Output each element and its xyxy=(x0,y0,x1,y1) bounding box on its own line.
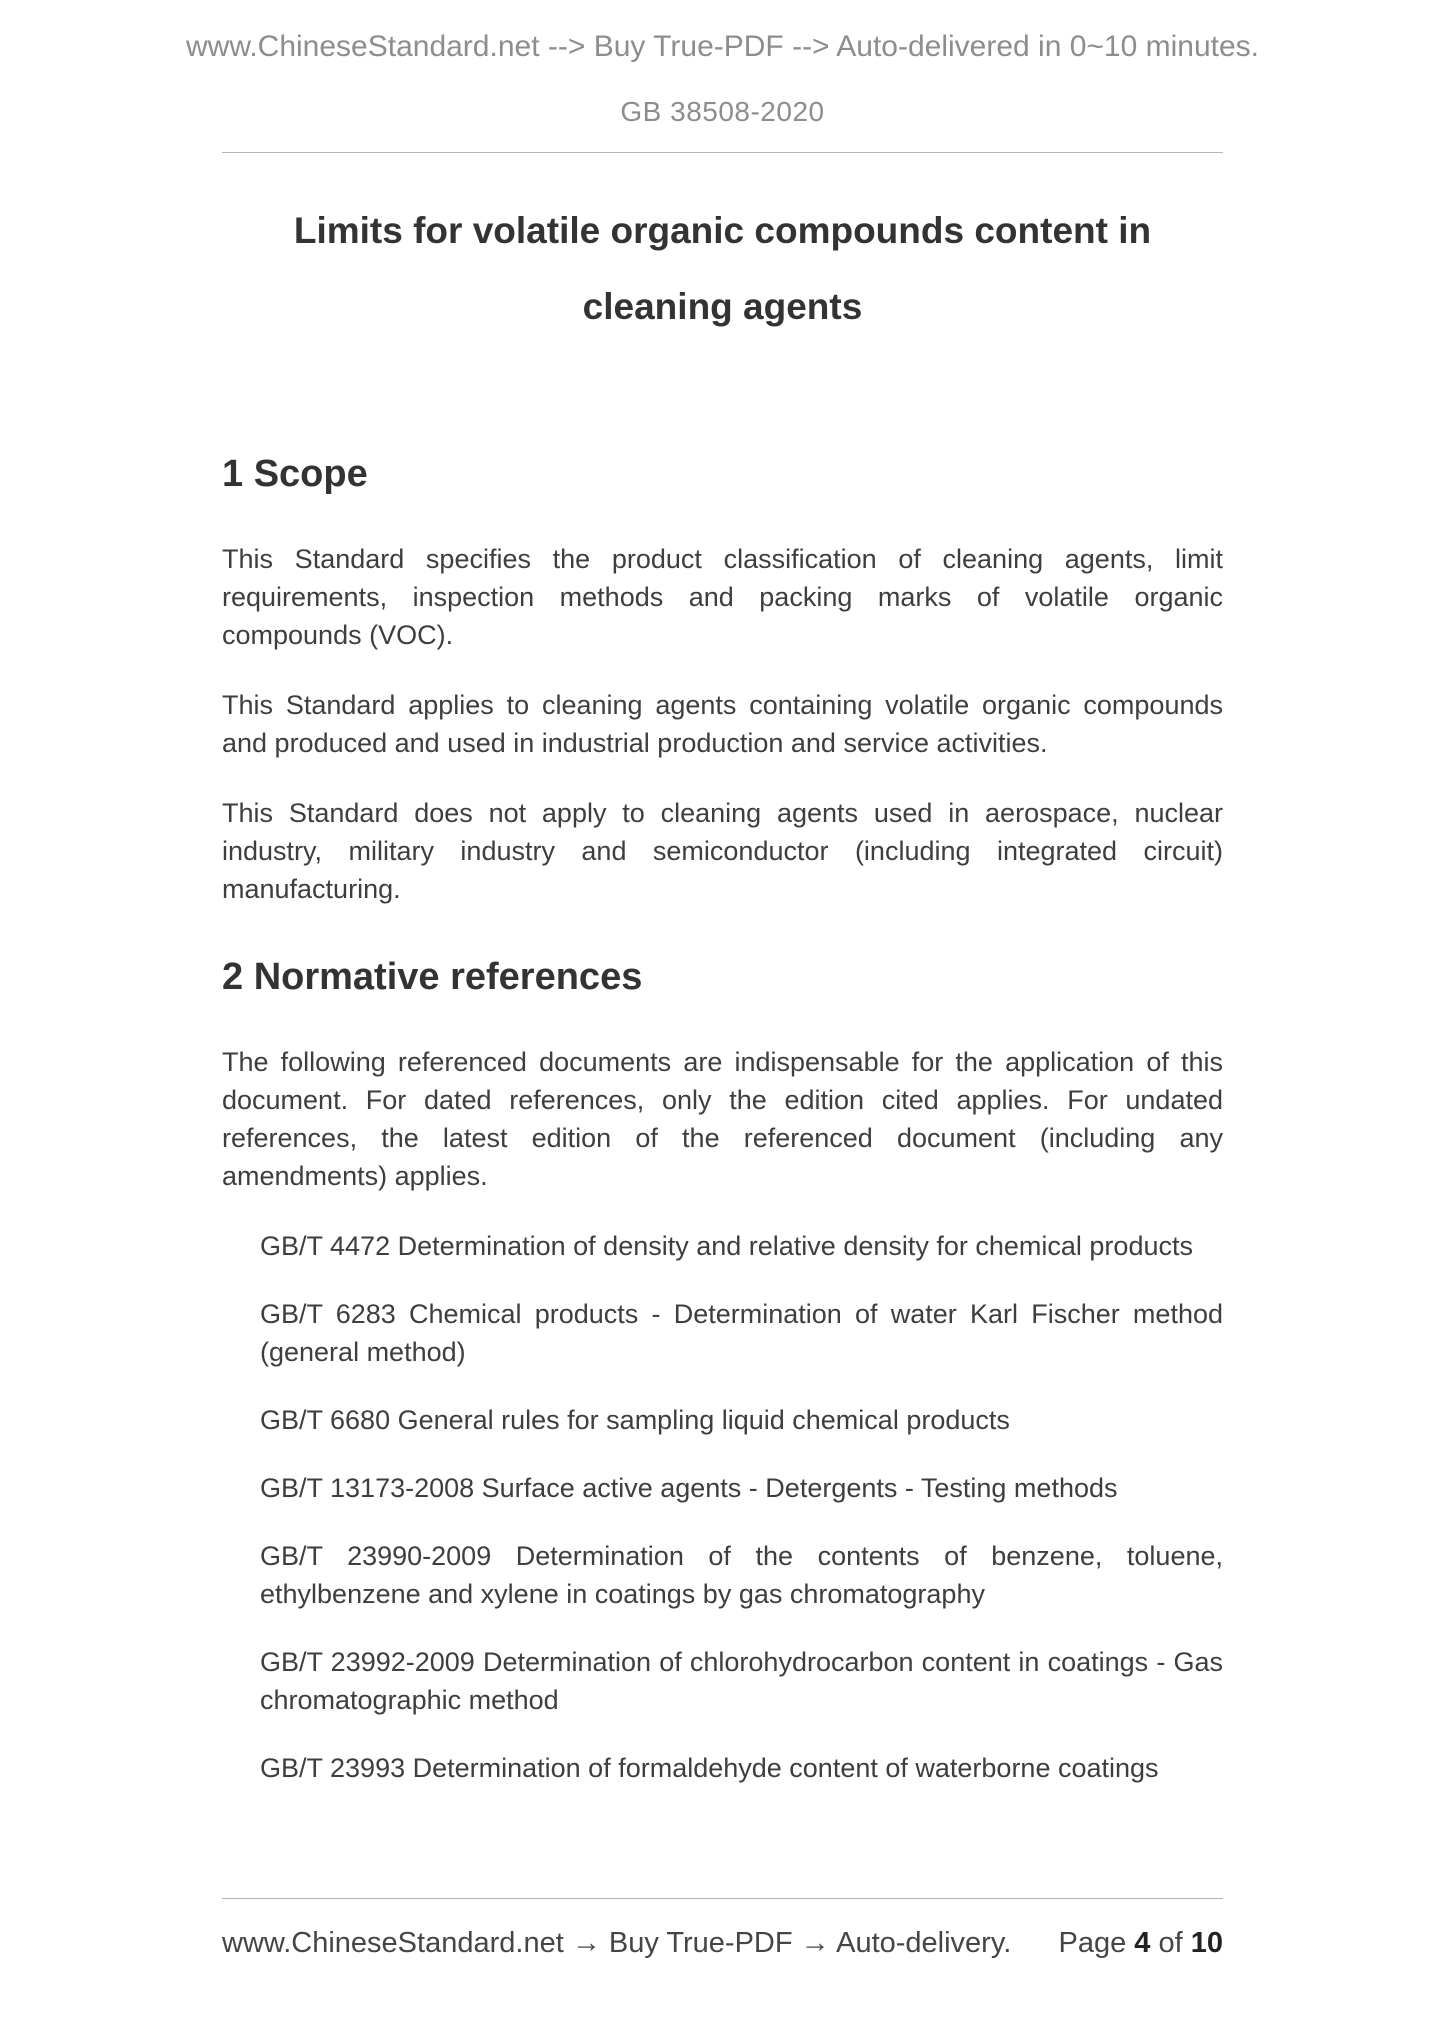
document-title xyxy=(140,193,1305,345)
section-heading-normative-references: 2 Normative references xyxy=(222,956,643,998)
reference-item-6: GB/T 23992-2009 Determination of chlorohydrocarbon content in coatings - Gas chromatographic method xyxy=(260,1647,1223,1715)
header-notice: www.ChineseStandard.net --> Buy True-PDF --> Auto-delivered in 0~10 minutes. xyxy=(185,30,1260,63)
page-footer xyxy=(222,1898,1223,1960)
reference-item-3: GB/T 6680 General rules for sampling liquid chemical products xyxy=(260,1405,1010,1435)
title-line-2: cleaning agents xyxy=(582,286,863,327)
page-label: Page xyxy=(1058,1927,1127,1959)
page-total-number: 10 xyxy=(1190,1927,1223,1959)
page-current-number: 4 xyxy=(1134,1927,1151,1959)
document-body xyxy=(222,453,1223,1787)
reference-item-5: GB/T 23990-2009 Determination of the contents of benzene, toluene, ethylbenzene and xylene in coatings by gas chromatography xyxy=(260,1541,1223,1609)
header-divider xyxy=(222,152,1223,153)
normative-intro-paragraph: The following referenced documents are indispensable for the application of this document. For dated references, only the edition cited applies. For undated references, the latest edition of the referenced document (including any amendments) applies. xyxy=(222,1047,1223,1191)
title-line-1: Limits for volatile organic compounds content in xyxy=(293,210,1152,251)
scope-paragraph-2: This Standard applies to cleaning agents containing volatile organic compounds and produced and used in industrial production and service activities. xyxy=(222,690,1223,758)
reference-item-7: GB/T 23993 Determination of formaldehyde content of waterborne coatings xyxy=(260,1753,1159,1783)
scope-paragraph-3: This Standard does not apply to cleaning agents used in aerospace, nuclear industry, military industry and semiconductor (including integrated circuit) manufacturing. xyxy=(222,798,1223,904)
doc-number: GB 38508-2020 xyxy=(620,96,825,127)
footer-left-text: www.ChineseStandard.net → Buy True-PDF → Auto-delivery. xyxy=(222,1927,1012,1959)
reference-item-4: GB/T 13173-2008 Surface active agents - Detergents - Testing methods xyxy=(260,1473,1118,1503)
page-of-label: of xyxy=(1158,1927,1183,1959)
page-indicator xyxy=(1058,1927,1223,1960)
reference-item-1: GB/T 4472 Determination of density and relative density for chemical products xyxy=(260,1231,1193,1261)
section-heading-scope: 1 Scope xyxy=(222,453,368,495)
scope-paragraph-1: This Standard specifies the product classification of cleaning agents, limit requirements, inspection methods and packing marks of volatile organic compounds (VOC). xyxy=(222,544,1223,650)
reference-item-2: GB/T 6283 Chemical products - Determination of water Karl Fischer method (general method) xyxy=(260,1299,1223,1367)
